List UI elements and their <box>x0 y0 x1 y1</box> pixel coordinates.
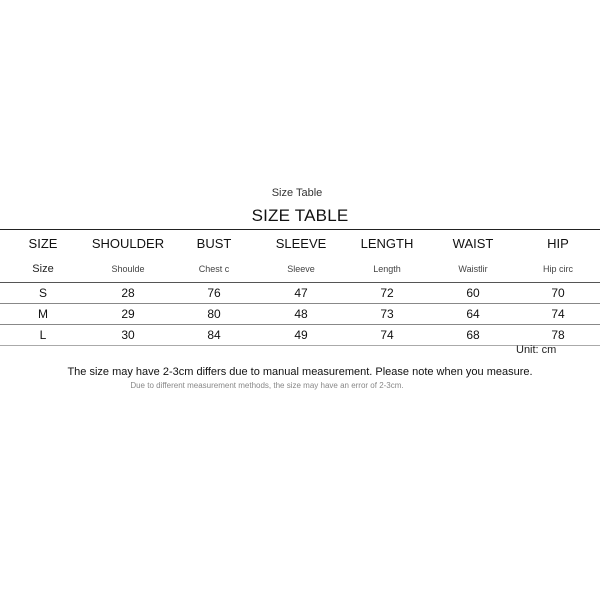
subheader-size: Size <box>0 256 86 283</box>
cell-waist: 60 <box>430 283 516 304</box>
cell-size: M <box>0 304 86 325</box>
cell-length: 73 <box>344 304 430 325</box>
table-subheader-row <box>0 256 600 283</box>
table-row <box>0 325 600 346</box>
measurement-note: The size may have 2-3cm differs due to manual measurement. Please note when you measure. <box>67 366 533 378</box>
size-table-container <box>0 229 600 346</box>
cell-bust: 80 <box>170 304 258 325</box>
cell-sleeve: 49 <box>258 325 344 346</box>
cell-size: S <box>0 283 86 304</box>
cell-hip: 70 <box>516 283 600 304</box>
page-title: SIZE TABLE <box>251 206 349 225</box>
cell-hip: 74 <box>516 304 600 325</box>
column-header-size: SIZE <box>0 230 86 257</box>
cell-bust: 76 <box>170 283 258 304</box>
size-table-caption: Size Table <box>271 187 323 199</box>
subheader-waist: Waistlir <box>430 256 516 283</box>
size-table <box>0 229 600 346</box>
cell-length: 74 <box>344 325 430 346</box>
column-header-bust: BUST <box>170 230 258 257</box>
cell-waist: 64 <box>430 304 516 325</box>
table-row <box>0 304 600 325</box>
column-header-hip: HIP <box>516 230 600 257</box>
cell-waist: 68 <box>430 325 516 346</box>
subheader-sleeve: Sleeve <box>258 256 344 283</box>
unit-label: Unit: cm <box>516 344 557 356</box>
table-row <box>0 283 600 304</box>
column-header-shoulder: SHOULDER <box>86 230 170 257</box>
cell-sleeve: 48 <box>258 304 344 325</box>
cell-shoulder: 29 <box>86 304 170 325</box>
subheader-length: Length <box>344 256 430 283</box>
measurement-subnote: Due to different measurement methods, the size may have an error of 2-3cm. <box>130 381 404 390</box>
cell-shoulder: 30 <box>86 325 170 346</box>
subheader-hip: Hip circ <box>516 256 600 283</box>
column-header-length: LENGTH <box>344 230 430 257</box>
column-header-sleeve: SLEEVE <box>258 230 344 257</box>
subheader-shoulder: Shoulde <box>86 256 170 283</box>
cell-sleeve: 47 <box>258 283 344 304</box>
cell-shoulder: 28 <box>86 283 170 304</box>
table-header-row <box>0 230 600 257</box>
cell-length: 72 <box>344 283 430 304</box>
cell-bust: 84 <box>170 325 258 346</box>
cell-hip: 78 <box>516 325 600 346</box>
column-header-waist: WAIST <box>430 230 516 257</box>
cell-size: L <box>0 325 86 346</box>
subheader-bust: Chest c <box>170 256 258 283</box>
